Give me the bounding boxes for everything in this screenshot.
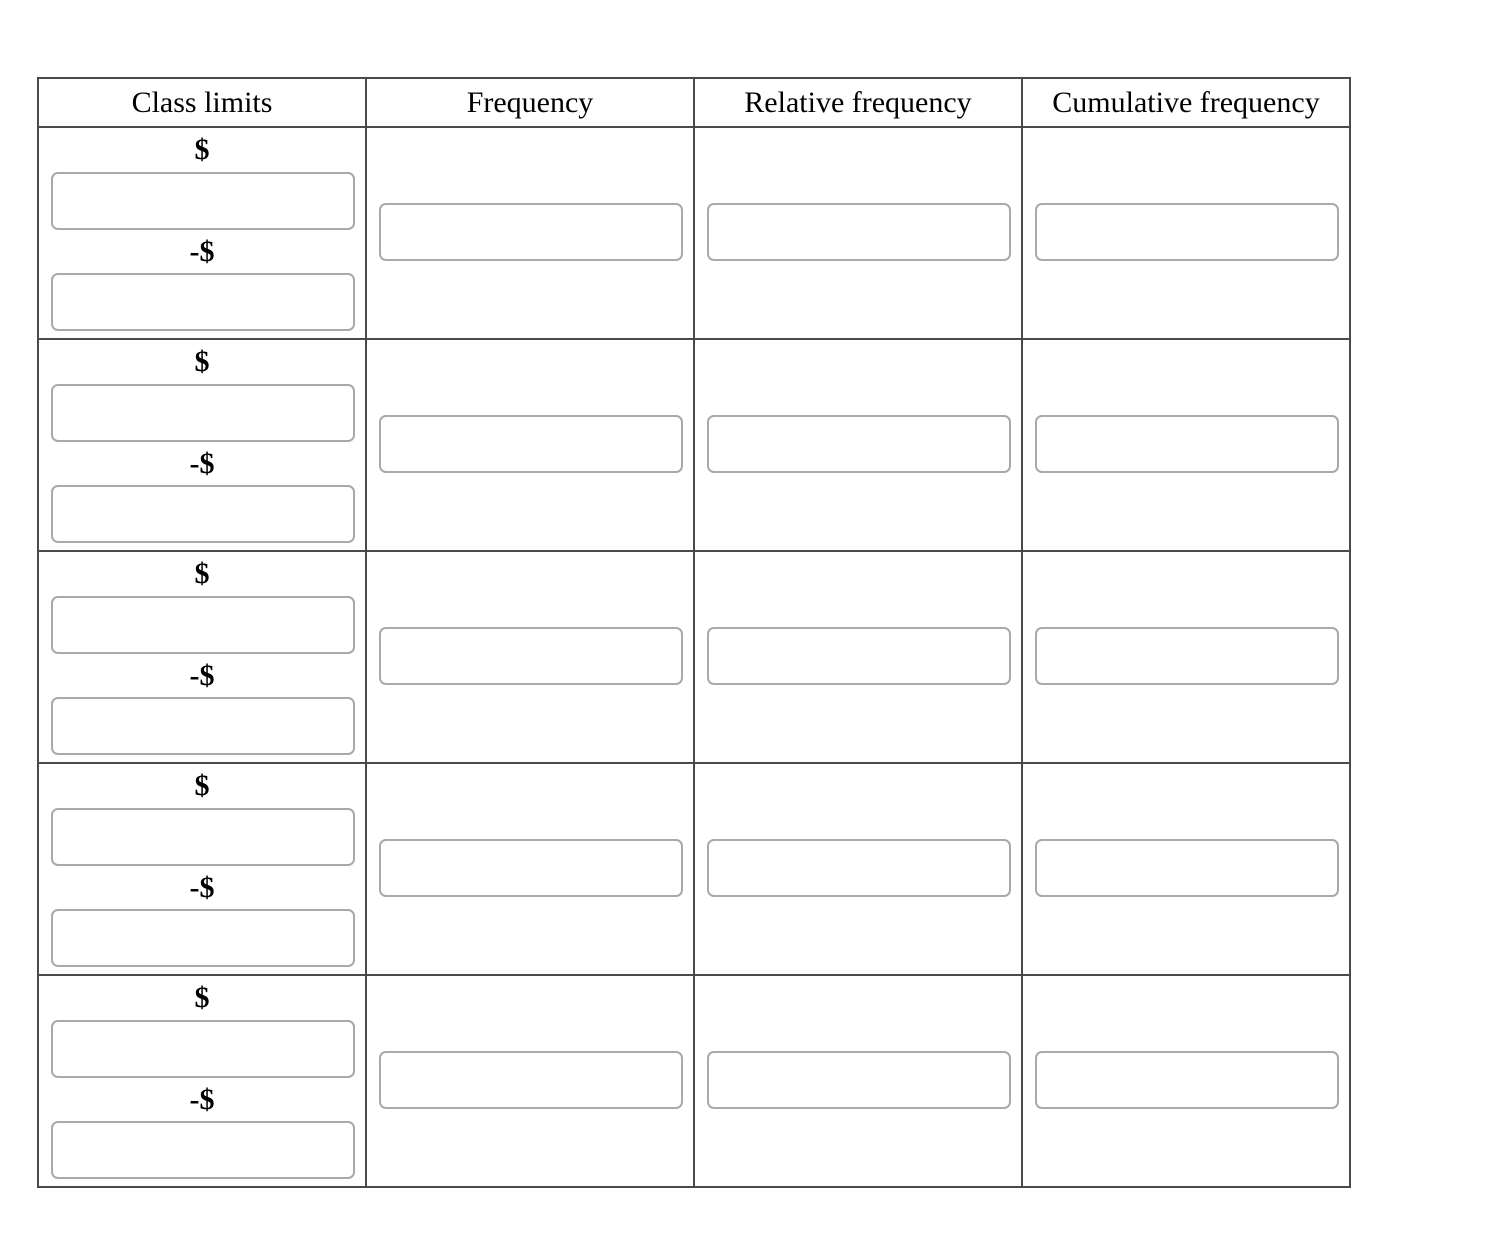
frequency-cell: [366, 551, 694, 763]
header-row: [38, 78, 1350, 127]
upper-limit-input[interactable]: [51, 1121, 355, 1179]
table-row: [38, 127, 1350, 339]
relative-frequency-input[interactable]: [707, 1051, 1011, 1109]
class-limits-cell: [38, 975, 366, 1187]
frequency-input[interactable]: [379, 839, 683, 897]
lower-limit-prefix: $: [194, 557, 210, 590]
relative-frequency-cell: [694, 975, 1022, 1187]
upper-limit-input[interactable]: [51, 485, 355, 543]
frequency-cell: [366, 975, 694, 1187]
cumulative-frequency-input[interactable]: [1035, 415, 1339, 473]
upper-limit-input[interactable]: [51, 697, 355, 755]
cumulative-frequency-cell: [1022, 127, 1350, 339]
upper-limit-prefix: -$: [189, 1083, 215, 1116]
header-class-limits: Class limits: [38, 78, 366, 127]
frequency-input[interactable]: [379, 203, 683, 261]
cumulative-frequency-input[interactable]: [1035, 839, 1339, 897]
lower-limit-prefix: $: [194, 981, 210, 1014]
upper-limit-prefix: -$: [189, 447, 215, 480]
relative-frequency-cell: [694, 763, 1022, 975]
relative-frequency-input[interactable]: [707, 627, 1011, 685]
lower-limit-prefix: $: [194, 133, 210, 166]
upper-limit-input[interactable]: [51, 273, 355, 331]
header-frequency: Frequency: [366, 78, 694, 127]
relative-frequency-input[interactable]: [707, 203, 1011, 261]
upper-limit-prefix: -$: [189, 235, 215, 268]
table-row: [38, 763, 1350, 975]
class-limits-cell: [38, 127, 366, 339]
lower-limit-input[interactable]: [51, 172, 355, 230]
class-limits-cell: [38, 763, 366, 975]
lower-limit-input[interactable]: [51, 1020, 355, 1078]
lower-limit-input[interactable]: [51, 384, 355, 442]
cumulative-frequency-cell: [1022, 551, 1350, 763]
relative-frequency-cell: [694, 339, 1022, 551]
relative-frequency-input[interactable]: [707, 839, 1011, 897]
frequency-input[interactable]: [379, 1051, 683, 1109]
table-row: [38, 975, 1350, 1187]
frequency-input[interactable]: [379, 415, 683, 473]
frequency-input[interactable]: [379, 627, 683, 685]
table-row: [38, 339, 1350, 551]
table-row: [38, 551, 1350, 763]
frequency-table: [37, 77, 1351, 1188]
frequency-cell: [366, 127, 694, 339]
lower-limit-input[interactable]: [51, 596, 355, 654]
lower-limit-input[interactable]: [51, 808, 355, 866]
cumulative-frequency-cell: [1022, 339, 1350, 551]
header-relative-frequency: Relative frequency: [694, 78, 1022, 127]
class-limits-cell: [38, 551, 366, 763]
upper-limit-input[interactable]: [51, 909, 355, 967]
lower-limit-prefix: $: [194, 769, 210, 802]
cumulative-frequency-cell: [1022, 763, 1350, 975]
class-limits-cell: [38, 339, 366, 551]
cumulative-frequency-input[interactable]: [1035, 627, 1339, 685]
relative-frequency-input[interactable]: [707, 415, 1011, 473]
cumulative-frequency-input[interactable]: [1035, 1051, 1339, 1109]
upper-limit-prefix: -$: [189, 871, 215, 904]
frequency-cell: [366, 763, 694, 975]
relative-frequency-cell: [694, 551, 1022, 763]
relative-frequency-cell: [694, 127, 1022, 339]
frequency-cell: [366, 339, 694, 551]
cumulative-frequency-cell: [1022, 975, 1350, 1187]
header-cumulative-frequency: Cumulative frequency: [1022, 78, 1350, 127]
cumulative-frequency-input[interactable]: [1035, 203, 1339, 261]
upper-limit-prefix: -$: [189, 659, 215, 692]
lower-limit-prefix: $: [194, 345, 210, 378]
